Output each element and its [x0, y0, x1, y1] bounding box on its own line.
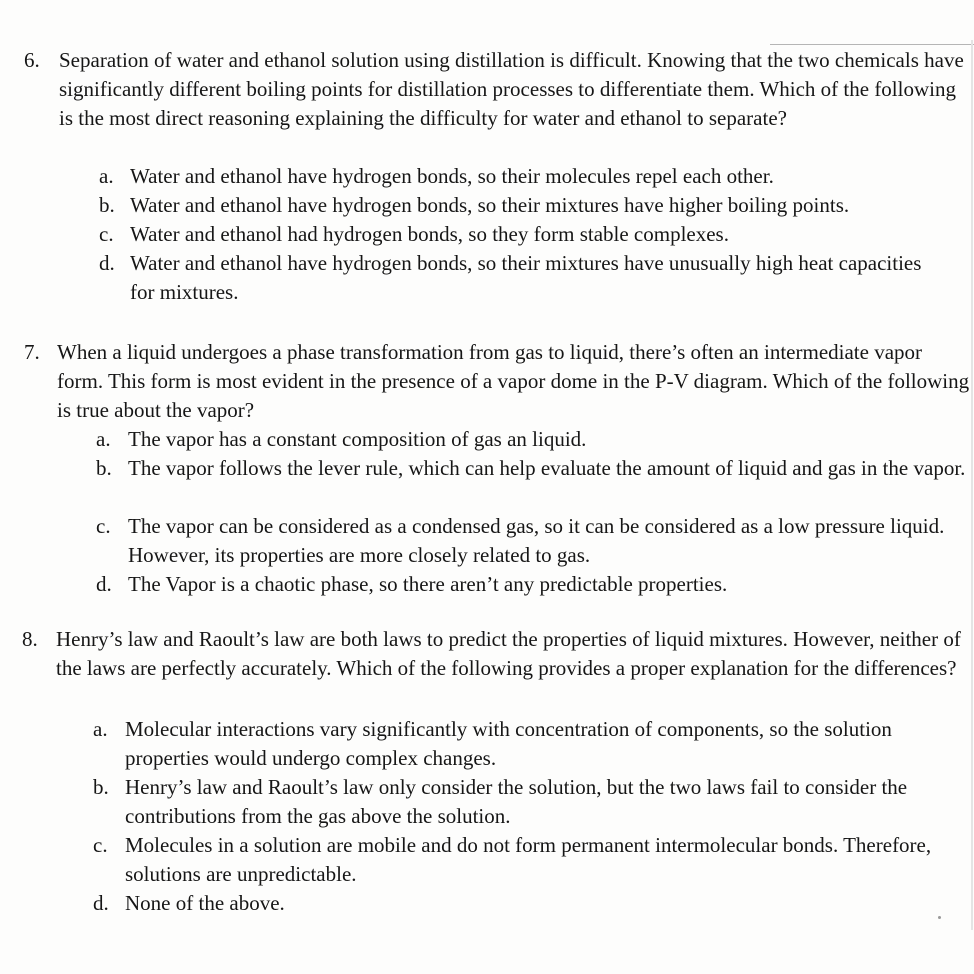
option-text: None of the above.	[125, 891, 285, 915]
option-letter: d.	[96, 572, 112, 596]
question-number: 8.	[22, 627, 38, 651]
option-text: The Vapor is a chaotic phase, so there aren’t any predictable properties.	[128, 572, 728, 596]
option-letter: c.	[93, 833, 108, 857]
option-letter: c.	[96, 514, 111, 538]
option-letter: b.	[93, 775, 109, 799]
option-text: Water and ethanol have hydrogen bonds, so their mixtures have higher boiling points.	[130, 193, 850, 217]
option-letter: b.	[99, 193, 115, 217]
option-letter: b.	[96, 456, 112, 480]
question-stem: Henry’s law and Raoult’s law are both laws to predict the properties of liquid mixtures. However, neither of the laws are perfectly accurately. Which of the following provides a proper explanation for the differences?	[56, 627, 961, 680]
option-text: Water and ethanol had hydrogen bonds, so they form stable complexes.	[130, 222, 729, 246]
page-right-edge-shadow	[971, 40, 973, 930]
option-letter: a.	[96, 427, 111, 451]
option-text: The vapor has a constant composition of gas an liquid.	[128, 427, 587, 451]
scan-speck	[938, 916, 941, 919]
option-letter: d.	[99, 251, 115, 275]
question-stem: Separation of water and ethanol solution using distillation is difficult. Knowing that the two chemicals have significantly different boiling points for distillation processes to differentiate them. Which of the following is the most direct reasoning explaining the difficulty for water and ethanol to separate?	[59, 48, 964, 130]
option-letter: d.	[93, 891, 109, 915]
page-top-rule	[770, 44, 974, 45]
question-stem: When a liquid undergoes a phase transformation from gas to liquid, there’s often an intermediate vapor form. This form is most evident in the presence of a vapor dome in the P-V diagram. Which of the following is true about the vapor?	[57, 340, 970, 422]
option-letter: c.	[99, 222, 114, 246]
option-text: The vapor can be considered as a condensed gas, so it can be considered as a low pressure liquid. However, its properties are more closely related to gas.	[128, 514, 945, 567]
option-text: Molecules in a solution are mobile and do not form permanent intermolecular bonds. Therefore, solutions are unpredictable.	[125, 833, 932, 886]
option-text: Water and ethanol have hydrogen bonds, so their molecules repel each other.	[130, 164, 774, 188]
option-letter: a.	[99, 164, 114, 188]
option-text: Water and ethanol have hydrogen bonds, so their mixtures have unusually high heat capacities for mixtures.	[130, 251, 922, 304]
option-text: Henry’s law and Raoult’s law only consider the solution, but the two laws fail to consider the contributions from the gas above the solution.	[125, 775, 908, 828]
option-text: The vapor follows the lever rule, which can help evaluate the amount of liquid and gas in the vapor.	[128, 456, 966, 480]
option-letter: a.	[93, 717, 108, 741]
question-number: 7.	[24, 340, 40, 364]
question-number: 6.	[24, 48, 40, 72]
option-text: Molecular interactions vary significantly with concentration of components, so the solution properties would undergo complex changes.	[125, 717, 892, 770]
